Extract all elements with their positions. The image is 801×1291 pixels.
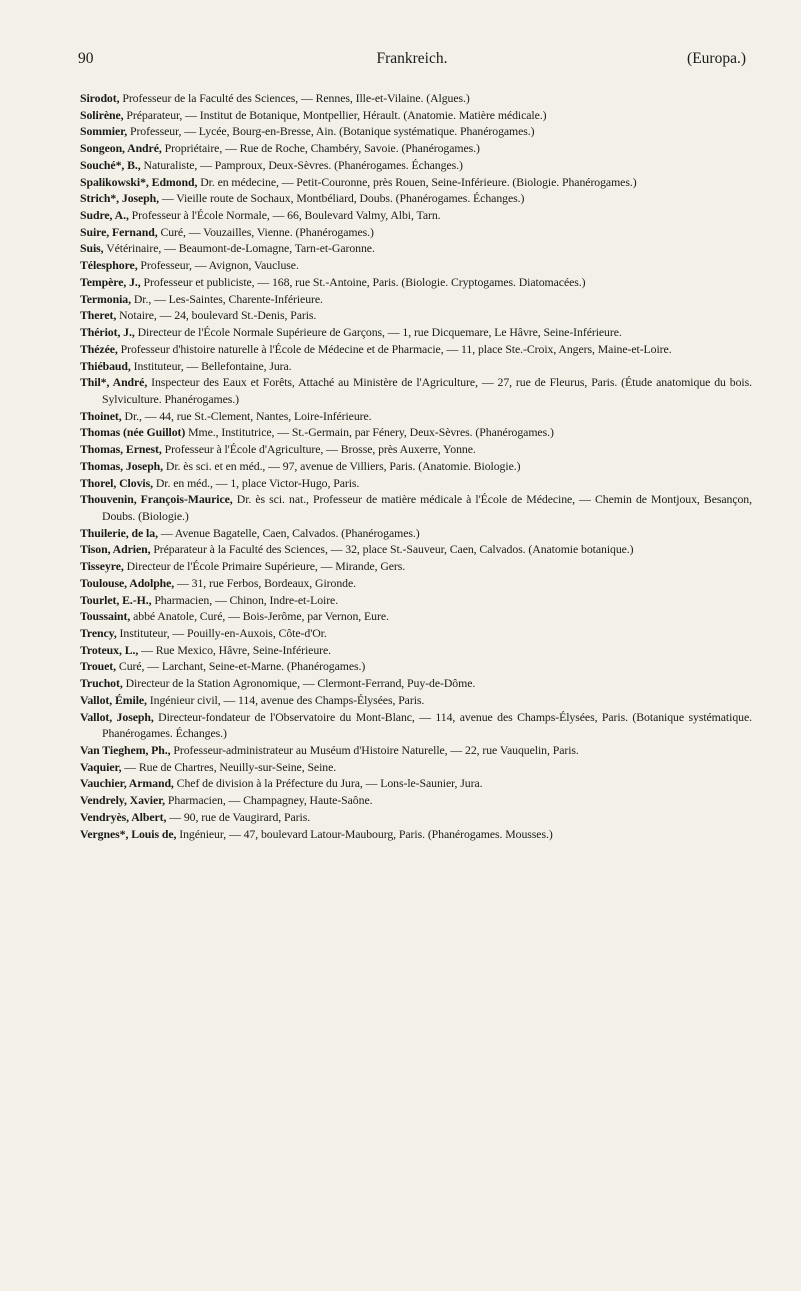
directory-entry: [80, 90, 752, 107]
entry-name: Van Tieghem, Ph.,: [80, 743, 171, 758]
entry-details: Propriétaire, — Rue de Roche, Chambéry, Savoie. (Phanérogames.): [161, 141, 480, 156]
directory-entry: [80, 190, 752, 207]
entry-details: — 31, rue Ferbos, Bordeaux, Gironde.: [174, 575, 357, 590]
entry-name: Solirène,: [80, 107, 124, 122]
entry-name: Strich*, Joseph,: [80, 191, 160, 206]
entry-details: Professeur et publiciste, — 168, rue St.-Antoine, Paris. (Biologie. Cryptogames. Diatomacées.): [140, 274, 586, 289]
entry-name: Songeon, André,: [80, 141, 162, 156]
entry-name: Troteux, L.,: [80, 642, 139, 657]
entry-details: Professeur, — Lycée, Bourg-en-Bresse, Ain. (Botanique systématique. Phanérogames.): [127, 124, 535, 139]
directory-entry: [80, 257, 752, 274]
entry-details: Dr. ès sci. et en méd., — 97, avenue de Villiers, Paris. (Anatomie. Biologie.): [163, 458, 521, 473]
entry-details: Préparateur, — Institut de Botanique, Montpellier, Hérault. (Anatomie. Matière médicale.): [123, 107, 547, 122]
directory-entry: [80, 123, 752, 140]
directory-entry: [80, 207, 752, 224]
directory-entry: [80, 541, 752, 558]
entry-name: Tourlet, E.-H.,: [80, 592, 152, 607]
entry-details: Instituteur, — Bellefontaine, Jura.: [130, 358, 292, 373]
entry-details: — 90, rue de Vaugirard, Paris.: [166, 809, 311, 824]
entry-name: Vendryès, Albert,: [80, 809, 167, 824]
directory-entry: [80, 324, 752, 341]
directory-entry: [80, 424, 752, 441]
entry-name: Sirodot,: [80, 91, 120, 105]
entry-details: Curé, — Larchant, Seine-et-Marne. (Phanérogames.): [116, 659, 366, 674]
entry-name: Theret,: [80, 308, 117, 323]
page-header: [78, 50, 746, 74]
directory-entry: [80, 441, 752, 458]
directory-entry: [80, 291, 752, 308]
entry-name: Thomas, Ernest,: [80, 442, 162, 457]
directory-entry: [80, 274, 752, 291]
directory-entry: [80, 341, 752, 358]
directory-entry: [80, 709, 752, 742]
entry-details: Préparateur à la Faculté des Sciences, — 32, place St.-Sauveur, Caen, Calvados. (Anatomie botanique.): [150, 542, 634, 557]
entry-name: Thomas (née Guillot): [80, 425, 186, 440]
directory-entry: [80, 358, 752, 375]
directory-entry: [80, 809, 752, 826]
entry-name: Thorel, Clovis,: [80, 475, 153, 490]
entry-details: Professeur d'histoire naturelle à l'École de Médecine et de Pharmacie, — 11, place Ste.-Croix, Angers, Maine-et-Loire.: [117, 341, 672, 356]
entry-name: Tempère, J.,: [80, 274, 141, 289]
entry-details: Dr. en méd., — 1, place Victor-Hugo, Paris.: [152, 475, 360, 490]
entry-name: Vallot, Émile,: [80, 692, 147, 707]
entry-details: Pharmacien, — Chinon, Indre-et-Loire.: [151, 592, 339, 607]
directory-entry: [80, 558, 752, 575]
entry-details: Inspecteur des Eaux et Forêts, Attaché au Ministère de l'Agriculture, — 27, rue de Fleurus, Paris. (Étude anatomique du bois. Sylviculture. Phanérogames.): [102, 375, 752, 406]
entry-name: Tisseyre,: [80, 559, 124, 574]
entry-name: Truchot,: [80, 676, 123, 691]
directory-entry: [80, 491, 752, 524]
entry-name: Sommier,: [80, 124, 128, 139]
directory-entry: [80, 575, 752, 592]
entry-name: Thiébaud,: [80, 358, 131, 373]
entry-name: Thoinet,: [80, 408, 122, 423]
entry-name: Télesphore,: [80, 258, 138, 273]
entry-name: Thuilerie, de la,: [80, 525, 158, 540]
entry-name: Thériot, J.,: [80, 325, 135, 340]
entry-details: Ingénieur, — 47, boulevard Latour-Maubourg, Paris. (Phanérogames. Mousses.): [176, 826, 553, 841]
entry-name: Thil*, André,: [80, 375, 148, 390]
directory-entry: [80, 592, 752, 609]
entry-details: Directeur-fondateur de l'Observatoire du Mont-Blanc, — 114, avenue des Champs-Élysées, Paris. (Botanique systématique. Phanérogames. Échanges.): [102, 709, 752, 741]
entry-details: Directeur de la Station Agronomique, — Clermont-Ferrand, Puy-de-Dôme.: [122, 676, 476, 691]
entry-name: Trency,: [80, 626, 117, 640]
directory-entry: [80, 174, 752, 191]
entry-details: Dr. en médecine, — Petit-Couronne, près Rouen, Seine-Inférieure. (Biologie. Phanérogames.): [197, 174, 637, 189]
entry-details: Professeur à l'École Normale, — 66, Boulevard Valmy, Albi, Tarn.: [128, 208, 441, 223]
directory-entry: [80, 107, 752, 124]
entry-details: Curé, — Vouzailles, Vienne. (Phanérogames.): [157, 224, 374, 239]
directory-list: [80, 90, 752, 842]
entry-name: Suire, Fernand,: [80, 224, 158, 239]
entry-name: Vergnes*, Louis de,: [80, 826, 177, 841]
entry-details: — Avenue Bagatelle, Caen, Calvados. (Phanérogames.): [157, 525, 420, 540]
entry-name: Spalikowski*, Edmond,: [80, 174, 198, 189]
entry-details: Dr. ès sci. nat., Professeur de matière médicale à l'École de Médecine, — Chemin de Montjoux, Besançon, Doubs. (Biologie.): [102, 492, 752, 523]
entry-details: Directeur de l'École Primaire Supérieure, — Mirande, Gers.: [123, 559, 406, 574]
entry-name: Vallot, Joseph,: [80, 709, 154, 724]
directory-entry: [80, 658, 752, 675]
entry-name: Vendrely, Xavier,: [80, 793, 166, 808]
entry-details: Professeur, — Avignon, Vaucluse.: [137, 258, 299, 273]
entry-name: Termonia,: [80, 291, 131, 306]
entry-details: Pharmacien, — Champagney, Haute-Saône.: [165, 793, 373, 808]
entry-details: abbé Anatole, Curé, — Bois-Jerôme, par Vernon, Eure.: [130, 609, 389, 624]
entry-details: — Vieille route de Sochaux, Montbéliard, Doubs. (Phanérogames. Échanges.): [159, 191, 525, 206]
directory-entry: [80, 742, 752, 759]
entry-name: Tison, Adrien,: [80, 542, 151, 557]
entry-details: Dr., — Les-Saintes, Charente-Inférieure.: [130, 291, 323, 306]
directory-entry: [80, 608, 752, 625]
entry-name: Thomas, Joseph,: [80, 458, 164, 473]
entry-details: Mme., Institutrice, — St.-Germain, par Fénery, Deux-Sèvres. (Phanérogames.): [185, 425, 554, 440]
directory-entry: [80, 475, 752, 492]
directory-entry: [80, 642, 752, 659]
entry-details: Professeur à l'École d'Agriculture, — Brosse, près Auxerre, Yonne.: [161, 442, 476, 457]
entry-details: Professeur de la Faculté des Sciences, — Rennes, Ille-et-Vilaine. (Algues.): [119, 91, 470, 105]
entry-details: Notaire, — 24, boulevard St.-Denis, Paris.: [116, 308, 317, 323]
directory-entry: [80, 307, 752, 324]
entry-name: Suis,: [80, 241, 104, 256]
directory-entry: [80, 675, 752, 692]
directory-entry: [80, 826, 752, 843]
entry-name: Vaquier,: [80, 759, 122, 774]
directory-entry: [80, 775, 752, 792]
directory-entry: [80, 374, 752, 407]
directory-entry: [80, 458, 752, 475]
entry-name: Toulouse, Adolphe,: [80, 575, 175, 590]
entry-details: — Rue Mexico, Hâvre, Seine-Inférieure.: [138, 642, 332, 657]
entry-name: Thézée,: [80, 341, 118, 356]
directory-entry: [80, 792, 752, 809]
directory-entry: [80, 157, 752, 174]
directory-entry: [80, 625, 752, 642]
running-title: Frankreich.: [376, 50, 448, 67]
entry-details: Vétérinaire, — Beaumont-de-Lomagne, Tarn-et-Garonne.: [103, 241, 375, 256]
entry-details: Naturaliste, — Pamproux, Deux-Sèvres. (Phanérogames. Échanges.): [140, 157, 463, 172]
directory-entry: [80, 140, 752, 157]
page-number: 90: [78, 50, 94, 67]
entry-details: Instituteur, — Pouilly-en-Auxois, Côte-d'Or.: [116, 626, 327, 640]
directory-entry: [80, 759, 752, 776]
directory-entry: [80, 240, 752, 257]
entry-name: Vauchier, Armand,: [80, 776, 174, 791]
entry-details: Dr., — 44, rue St.-Clement, Nantes, Loire-Inférieure.: [121, 408, 372, 423]
entry-name: Trouet,: [80, 659, 117, 674]
entry-details: Professeur-administrateur au Muséum d'Histoire Naturelle, — 22, rue Vauquelin, Paris.: [170, 743, 579, 758]
section-label: (Europa.): [687, 50, 746, 67]
entry-details: Chef de division à la Préfecture du Jura, — Lons-le-Saunier, Jura.: [173, 776, 483, 791]
directory-entry: [80, 408, 752, 425]
directory-entry: [80, 224, 752, 241]
entry-name: Thouvenin, François-Maurice,: [80, 492, 233, 507]
entry-name: Sudre, A.,: [80, 208, 129, 223]
directory-entry: [80, 692, 752, 709]
entry-details: Ingénieur civil, — 114, avenue des Champs-Élysées, Paris.: [146, 692, 425, 707]
entry-name: Toussaint,: [80, 609, 131, 624]
entry-details: — Rue de Chartres, Neuilly-sur-Seine, Seine.: [121, 759, 337, 774]
entry-name: Souché*, B.,: [80, 157, 141, 172]
directory-entry: [80, 525, 752, 542]
entry-details: Directeur de l'École Normale Supérieure de Garçons, — 1, rue Dicquemare, Le Hâvre, Seine-Inférieure.: [134, 325, 622, 340]
